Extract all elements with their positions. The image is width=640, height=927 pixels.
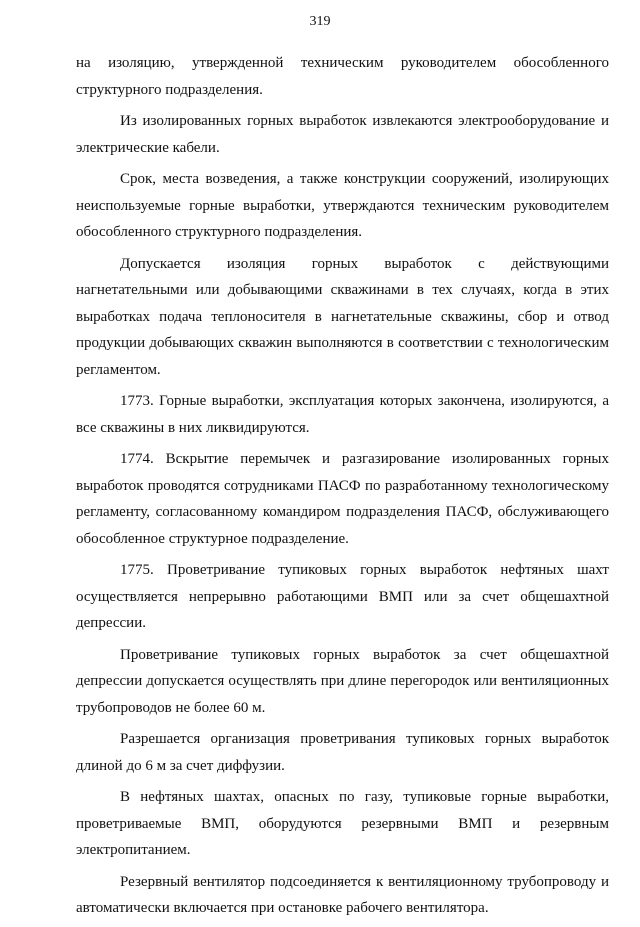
paragraph-11: Резервный вентилятор подсоединяется к вентиляционному трубопроводу и автоматически включается при остановке рабочего вентилятора. <box>76 873 609 916</box>
paragraph-9: Разрешается организация проветривания тупиковых горных выработок длиной до 6 м за счет диффузии. <box>76 731 609 774</box>
paragraph-3: Срок, места возведения, а также конструкции сооружений, изолирующих неиспользуемые горные выработки, утверждаются техническим руководителем обособленного структурного подразделения. <box>76 171 609 240</box>
paragraph-10: В нефтяных шахтах, опасных по газу, тупиковые горные выработки, проветриваемые ВМП, оборудуются резервными ВМП и резервным электропитанием. <box>76 789 609 858</box>
paragraph-5: 1773. Горные выработки, эксплуатация которых закончена, изолируются, а все скважины в них ликвидируются. <box>76 393 609 436</box>
paragraph-4: Допускается изоляция горных выработок с действующими нагнетательными или добывающими скважинами в тех случаях, когда в этих выработках подача теплоносителя в нагнетательные скважины, сбор и отвод продукции добывающих скважин выполняются в соответствии с технологическим регламентом. <box>76 255 609 378</box>
page-number: 319 <box>309 14 331 29</box>
document-body <box>76 50 609 927</box>
paragraph-1: на изоляцию, утвержденной техническим руководителем обособленного структурного подразделения. <box>76 55 609 98</box>
paragraph-6: 1774. Вскрытие перемычек и разгазирование изолированных горных выработок проводятся сотрудниками ПАСФ по разработанному технологическому регламенту, согласованному командиром подразделения ПАСФ, обслуживающего обособленное структурное подразделение. <box>76 451 609 547</box>
paragraph-7: 1775. Проветривание тупиковых горных выработок нефтяных шахт осуществляется непрерывно работающими ВМП или за счет общешахтной депрессии. <box>76 562 609 631</box>
paragraph-8: Проветривание тупиковых горных выработок за счет общешахтной депрессии допускается осуществлять при длине перегородок или вентиляционных трубопроводов не более 60 м. <box>76 646 609 716</box>
paragraph-2: Из изолированных горных выработок извлекаются электрооборудование и электрические кабели. <box>76 113 609 156</box>
